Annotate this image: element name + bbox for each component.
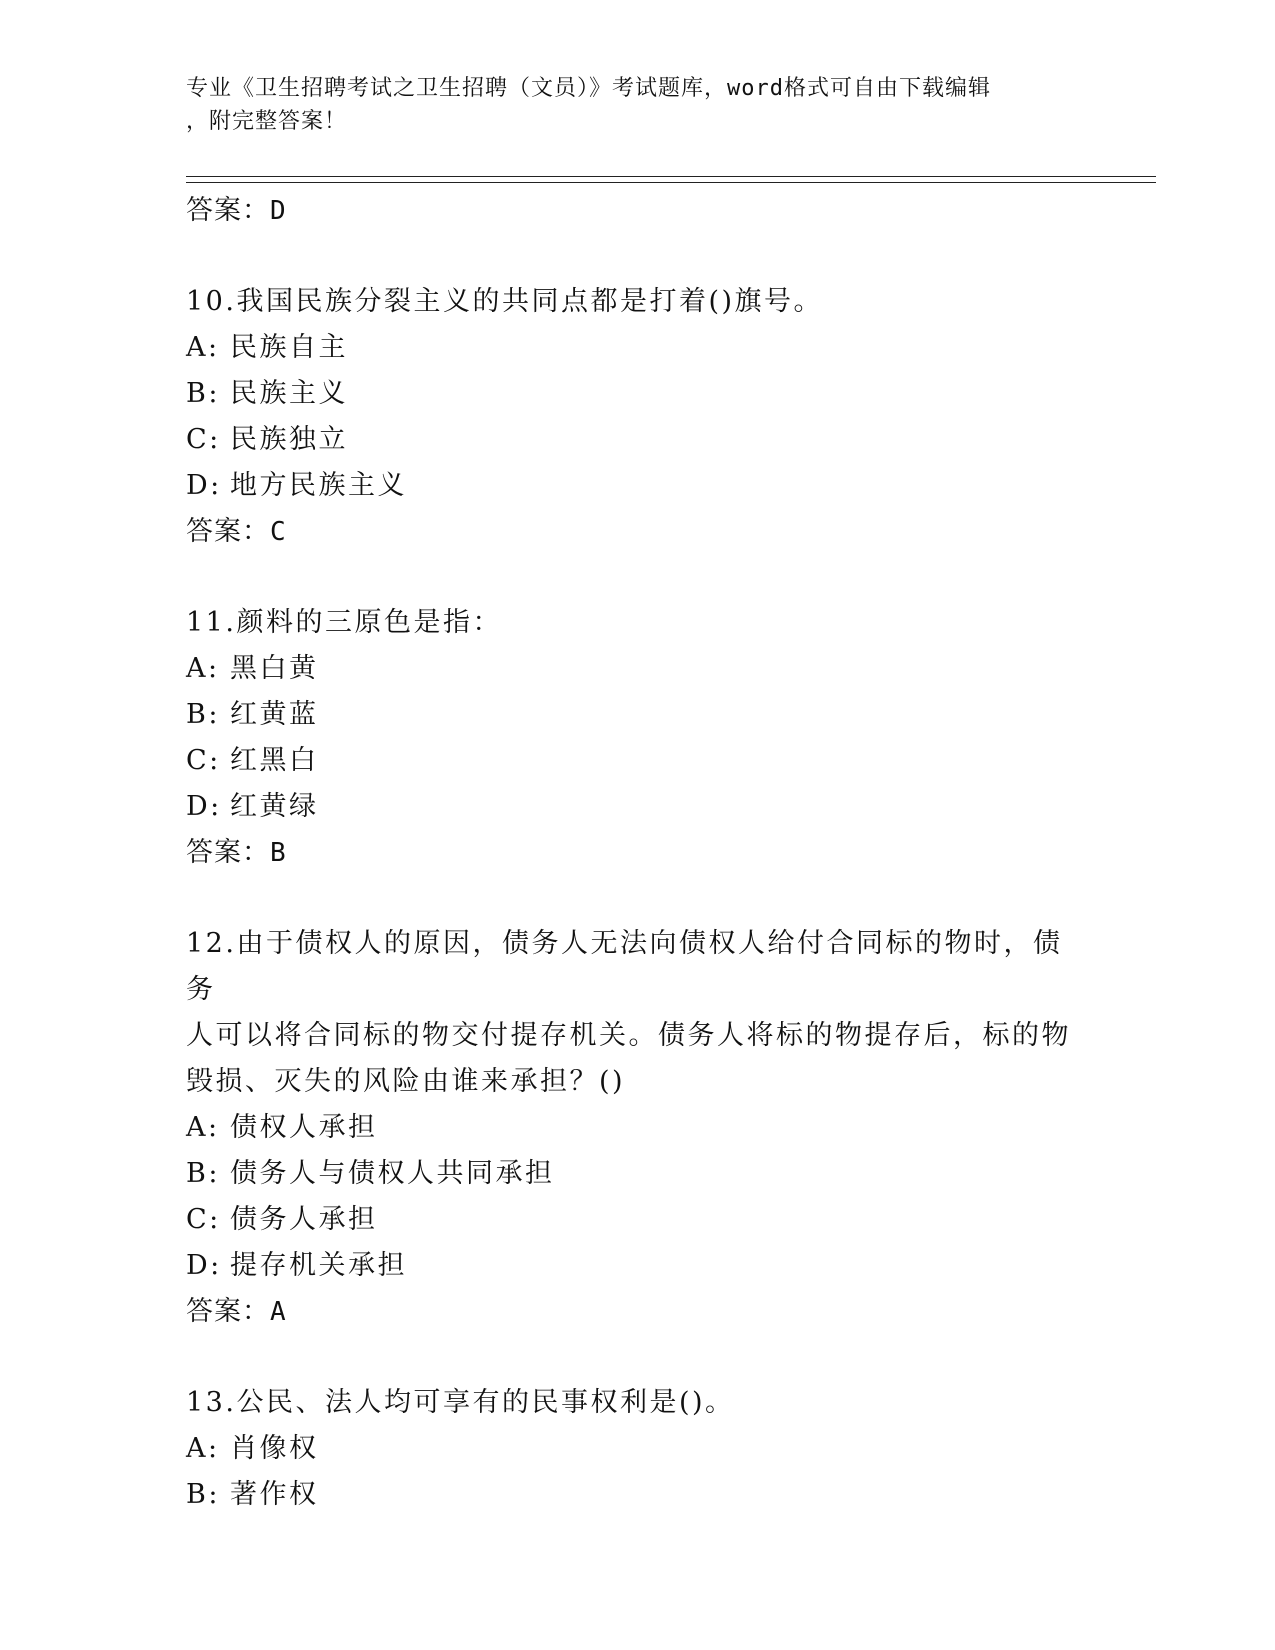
option-d (186, 784, 1086, 830)
option-label: B: (186, 699, 220, 730)
question-list (186, 188, 1086, 1518)
option-d (186, 1243, 1086, 1289)
answer-prefix: 答案： (186, 837, 270, 868)
option-text: 提存机关承担 (230, 1250, 407, 1281)
question-stem: 10.我国民族分裂主义的共同点都是打着()旗号。 (186, 286, 824, 317)
header-line-1: 专业《卫生招聘考试之卫生招聘（文员）》考试题库，word格式可自由下载编辑 (186, 76, 991, 101)
option-label: C: (186, 1204, 221, 1235)
spacer (186, 876, 1086, 921)
question-stem-line-3: 毁损、灭失的风险由谁来承担？() (186, 1066, 626, 1097)
option-label: A: (186, 332, 220, 363)
option-b (186, 1472, 1086, 1518)
option-label: A: (186, 653, 220, 684)
header-divider-top (186, 176, 1156, 177)
question-stem-line-2: 人可以将合同标的物交付提存机关。债务人将标的物提存后，标的物 (186, 1020, 1071, 1051)
option-label: B: (186, 1479, 220, 1510)
question-block (186, 1380, 1086, 1518)
option-a (186, 1105, 1086, 1151)
previous-answer (186, 188, 1086, 234)
option-a (186, 325, 1086, 371)
answer-value: D (270, 196, 287, 226)
option-label: C: (186, 745, 221, 776)
option-text: 红黄蓝 (230, 699, 319, 730)
spacer (186, 1335, 1086, 1380)
option-label: B: (186, 378, 220, 409)
option-text: 地方民族主义 (230, 470, 407, 501)
option-label: D: (186, 791, 222, 822)
option-b (186, 692, 1086, 738)
answer-prefix: 答案： (186, 195, 270, 226)
spacer (186, 555, 1086, 600)
answer-prefix: 答案： (186, 1296, 270, 1327)
option-label: B: (186, 1158, 220, 1189)
option-text: 黑白黄 (230, 653, 319, 684)
option-text: 红黑白 (230, 745, 319, 776)
question-block (186, 279, 1086, 555)
option-text: 红黄绿 (230, 791, 319, 822)
option-label: A: (186, 1433, 220, 1464)
option-label: A: (186, 1112, 220, 1143)
option-c (186, 738, 1086, 784)
option-text: 债务人承担 (230, 1204, 378, 1235)
option-label: D: (186, 1250, 222, 1281)
option-b (186, 371, 1086, 417)
option-c (186, 1197, 1086, 1243)
option-b (186, 1151, 1086, 1197)
question-answer (186, 1289, 1086, 1335)
header-line-2: ，附完整答案！ (186, 109, 348, 134)
option-d (186, 463, 1086, 509)
question-stem: 11.颜料的三原色是指： (186, 607, 502, 638)
option-text: 债务人与债权人共同承担 (230, 1158, 555, 1189)
document-header (186, 72, 1066, 138)
option-text: 民族独立 (230, 424, 348, 455)
option-text: 债权人承担 (230, 1112, 378, 1143)
option-text: 肖像权 (230, 1433, 319, 1464)
answer-prefix: 答案： (186, 516, 270, 547)
question-block (186, 600, 1086, 876)
question-answer (186, 830, 1086, 876)
option-a (186, 646, 1086, 692)
option-label: D: (186, 470, 222, 501)
question-answer (186, 509, 1086, 555)
option-a (186, 1426, 1086, 1472)
option-label: C: (186, 424, 221, 455)
spacer (186, 234, 1086, 279)
option-text: 著作权 (230, 1479, 319, 1510)
header-divider-bottom (186, 182, 1156, 183)
question-block (186, 921, 1086, 1335)
answer-value: B (270, 838, 287, 868)
option-c (186, 417, 1086, 463)
question-stem-line-1: 12.由于债权人的原因，债务人无法向债权人给付合同标的物时，债务 (186, 928, 1063, 1005)
option-text: 民族主义 (230, 378, 348, 409)
question-stem: 13.公民、法人均可享有的民事权利是()。 (186, 1387, 735, 1418)
answer-value: C (270, 517, 287, 547)
answer-value: A (270, 1297, 287, 1327)
option-text: 民族自主 (230, 332, 348, 363)
